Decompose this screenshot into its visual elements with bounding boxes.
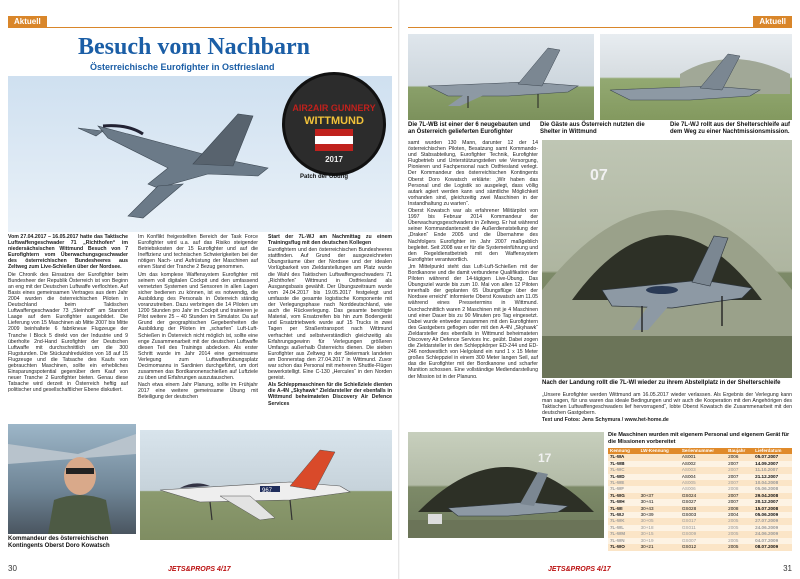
paragraph: „Im Mittelpunkt steht das Luft-Luft-Schießen mit der Bordkanone und die damit verbundene Qualifikation der Piloten während der 14-tägigen Live-Übung. Das Übungsziel wurde bis zum 10. Mai von allen 12 Piloten innerhalb der geplanten 65 Übungsflüge über der Nordsee erreicht“ informierte Oberst Kowatsch am 11.05 während eines Pressetermins in Wittmund. Durchschnittlich waren 2 Maschinen mit je 4 Maschinen und einer Dauer bis zu 90 Minuten pro Tag eingesetzt. Dabei wurde entweder zusammen mit den Eurofightern des Gastgebers geflogen oder mit den A-4N „Skyhawk“ Zieldarsteller des ebenfalls in Wittmund beheimateten Discovery Air Defence Services Inc. geübt. Dabei zogen die Zieldarsteller in den Schleppkörper ED-244 und ED-246 nordwestlich von Helgoland ein rund 1 x 15 Meter großes Schleppziel in einem 300 Meter langen Seil, auf das die Eurofighter mit der Bordkanone und scharfer Munition schossen. Eine vollständige Mediendarstellung der Mission ist in der Planung. <box>408 263 538 378</box>
table-cell: AS005 <box>680 480 726 486</box>
table-cell: 21.12.2007 <box>753 474 792 480</box>
table-cell: 29.04.2008 <box>753 493 792 499</box>
table-cell: 7L-WB <box>608 461 639 467</box>
patch-flag <box>315 129 353 151</box>
table-cell: 2005 <box>726 544 753 550</box>
caption-7l-wi: Nach der Landung rollt die 7L-WI wieder zu ihrem Abstellplatz in der Shelterschleife <box>542 380 781 386</box>
hardened-shelter-image <box>542 140 792 378</box>
table-cell: 7L-WL <box>608 525 639 531</box>
shelter-photo-large <box>542 140 792 378</box>
table-cell: AS001 <box>680 454 726 460</box>
pilot-caption: Kommandeur des österreichischen Kontingents Oberst Doro Kowatsch <box>8 536 110 549</box>
table-cell: 05.06.2009 <box>753 512 792 518</box>
magazine-name-left: JETS&PROPS 4/17 <box>168 566 231 573</box>
table-cell: 14.09.2007 <box>753 461 792 467</box>
paragraph: Nach etwa einem Jahr Planung, sollte im Frühjahr 2017 eine weitere gemeinsame Übung mit Beteiligung der deutschen <box>138 382 258 401</box>
caption-shelter: Die Gäste aus Österreich nutzten die Shelter in Wittmund <box>540 122 645 135</box>
paragraph: Im Konflikt freigestellten Bereich der Task Force Eurofighter wird u.a. auf das Risiko steigender Betriebskosten der 15 Eurofighter und auf die Ineffizienz und technischen Schwierigkeiten bei der nötigen Nach- und Aufrüstung der Maschinen auf einen Stand der Tranche 2 Bezug genommen. <box>138 234 258 271</box>
table-cell: 30+18 <box>639 525 680 531</box>
table-cell: 7L-WH <box>608 499 639 505</box>
right-page <box>400 0 800 579</box>
table-cell: 10.04.2008 <box>753 480 792 486</box>
patch-caption: Patch der Übung <box>300 174 349 180</box>
table-cell: 7L-WD <box>608 474 639 480</box>
table-cell: 2007 <box>726 480 753 486</box>
table-header: Baujahr <box>726 448 753 454</box>
table-cell: AS004 <box>680 474 726 480</box>
photo-7l-wb <box>408 34 594 120</box>
section-tag: Aktuell <box>8 16 47 27</box>
shelter-number-07: 07 <box>590 167 608 184</box>
table-cell: GS003 <box>680 512 726 518</box>
article-title: Besuch vom Nachbarn <box>78 34 311 60</box>
table-cell: 15.07.2008 <box>753 506 792 512</box>
lead-paragraph: Vom 27.04.2017 – 16.05.2017 hatte das Taktische Luftwaffengeschwader 71 „Richthofen“ im niedersächsischen Wittmund Besuch von 7 Eurofightern vom Überwachungsgeschwader des österreichischen Bundesheeres aus Zeltweg zum Live-Schießen über der Nordsee. <box>8 234 128 271</box>
article-subtitle: Österreichische Eurofighter in Ostfriesland <box>90 62 275 72</box>
table-cell: 7L-WO <box>608 544 639 550</box>
table-cell: 24.06.2009 <box>753 525 792 531</box>
text-column-3 <box>268 234 392 430</box>
patch-text-line1: AIR2AIR GUNNERY <box>292 103 376 113</box>
author-credit: Text und Fotos: Jens Schymura / www.het-home.de <box>542 417 669 424</box>
table-cell: 30+21 <box>639 544 680 550</box>
table-header: Kennung <box>608 448 639 454</box>
table-cell: 7L-WM <box>608 531 639 537</box>
pilot-image <box>8 424 136 534</box>
table-cell: GS027 <box>680 499 726 505</box>
photo-caption: Start der 7L-WJ am Nachmittag zu einem Trainingsflug mit den deutschen Kollegen <box>268 234 392 247</box>
table-cell: 27.07.2009 <box>753 518 792 524</box>
table-cell: 08.07.2009 <box>753 544 792 550</box>
table-cell: 2007 <box>726 474 753 480</box>
table-cell: 2006 <box>726 454 753 460</box>
table-cell: 2004 <box>726 512 753 518</box>
table-cell: 2008 <box>726 486 753 492</box>
table-cell: 2005 <box>726 531 753 537</box>
paragraph: Um das komplexe Waffensystem Eurofighter mit seinem voll digitalen Cockpit und den umfassend vernetzten Systemen und Sensoren in allen Lagen sicher bedienen zu können, ist es notwendig, die Ausbildung des Personals in Österreich ständig voranzutreiben. Dazu verbringen die 14 Piloten um 1200 Stunden pro Jahr im Cockpit und trainieren je Pilot weitere 25 – 40 Stunden im Simulator. Da auf Grund der geographischen Gegebenheiten die Ausbildung der Piloten im „scharfen“ Luft-Luft-Schießen in Österreich nicht möglich ist, sollte eine enge Zusammenarbeit mit der deutschen Luftwaffe diesen Teil des Trainings abdecken. Als erster Schritt wurde im Jahr 2014 eine gemeinsame Verlegung zum Luftwaffenübungsplatz Decimomannu in Sardinien durchgeführt, um dort zusammen das Bordkanonenschießen auf Luftziele zu üben und Erfahrungen auszutauschen. <box>138 271 258 382</box>
skyhawk-tail-number: 967 <box>262 488 273 494</box>
caption-7l-wb: Die 7L-WB ist einer der 6 neugebauten und an Österreich gelieferten Eurofighter <box>408 122 531 135</box>
shelter-number-17: 17 <box>538 451 552 465</box>
photo-caption: Als Schleppmaschinen für die Schießziele dienten die A-4N „Skyhawk“ Zieldarsteller der ebenfalls in Wittmund beheimateten Discovery Air Defence Services <box>268 382 392 407</box>
table-cell: 30+05 <box>639 518 680 524</box>
aircraft-table <box>608 448 792 551</box>
table-cell: 7L-WF <box>608 486 639 492</box>
table-cell: 30+39 <box>639 512 680 518</box>
patch-year: 2017 <box>325 155 343 164</box>
table-body <box>608 454 792 550</box>
page-number-left: 30 <box>8 564 17 573</box>
table-cell: 7L-WA <box>608 454 639 460</box>
eurofighter-in-shelter-image <box>408 432 604 538</box>
top-rule <box>408 27 792 28</box>
table-cell: 7L-WE <box>608 480 639 486</box>
skyhawk-image <box>140 430 392 540</box>
table-cell: 20.12.2007 <box>753 499 792 505</box>
table-cell: 2007 <box>726 461 753 467</box>
skyhawk-photo <box>140 430 392 540</box>
paragraph: samt wurden 130 Mann, darunter 12 der 14 österreichischen Piloten, Besatzung samt Kommando- und Stabsabteilung, Eurofighter Technik, Eurofighter Flugbetrieb und Unterstützungsteilen wie Versorgung, Pionieren und Fachpersonal nach Ostfriesland verlegt. Der Kommandeur des österreichischen Kontingents Oberst Doro Kowatsch erklärte: „Wir haben das Personal und die Logistik so ausgelegt, dass völlig autark agiert werden kann und sämtliche Möglichkeit vorhanden sind, gleichzeitig zwei Maschinen in der Instandhaltung zu warten“. <box>408 140 538 207</box>
top-rule <box>8 27 392 28</box>
table-cell: 7L-WI <box>608 506 639 512</box>
eurofighter-ground-image <box>408 34 594 120</box>
table-cell: GS011 <box>680 525 726 531</box>
table-cell: GS017 <box>680 518 726 524</box>
table-cell: 7L-WK <box>608 518 639 524</box>
table-cell: GS009 <box>680 531 726 537</box>
table-cell: 11.10.2007 <box>753 467 792 473</box>
photo-shelter-top <box>600 34 792 120</box>
table-cell: GS007 <box>680 538 726 544</box>
patch-text-line2: WITTMUND <box>304 115 364 127</box>
table-cell: 30+15 <box>639 531 680 537</box>
table-cell: AS003 <box>680 467 726 473</box>
table-cell: GS028 <box>680 506 726 512</box>
table-cell: 2007 <box>726 499 753 505</box>
paragraph: Eurofightern und den österreichischen Bundesheeres stattfinden. Auf Grund der ausgezeichneten Übungsräume über der Nordsee und der idealen Vorlügbarkeit von Zieldarstellungen am Platz wurde die Wahl des Taktischen Luftwaffengeschwaders 71 „Richthofen“ Wittmund in Ostfriesland als Ausgangsbasis gewählt. Der Übungszeitraum wurde vom 24.04.2017 bis 19.05.2017 festgelegt und umfasste die gesamte logistische Komponente mit der Verlegungsphase nach Norddeutschland, wie auch die Rückverlegung. Das gesamte benötigte Material, vom Ersatzreifen bis hin zum Bodengerät und Ersatztriebwerk wurde auf 15 Trucks in zwei Tagen per Straßentransport nach Wittmund verfrachtet und selbstverständlich gleichzeitig als Erfahrungsgewinn für Verlegungen größeren Umfangs außerhalb Österreichs dienen. Die sieben Eurofighter aus Zeltweg in der Steiermark landeten am Donnerstag den 27.04.2017 in Wittmund. Zuvor war schon das Personal mit mehreren Shuttle-Flügen bewerkstelligt. Eine C-130 „Hercules“ in den Norden gereist. <box>268 247 392 382</box>
table-cell: GS012 <box>680 544 726 550</box>
table-cell: 2007 <box>726 493 753 499</box>
eurofighter-shelter-image <box>600 34 792 120</box>
table-cell: 30+43 <box>639 506 680 512</box>
page-number-right: 31 <box>783 564 792 573</box>
paragraph: Die Chronik des Einsatzes der Eurofighter beim Bundesheer der Republik Österreich ist von Beginn an eng mit der Deutschen Luftwaffe verflochten. Auf Basis eines gemeinsamen Vertrages aus dem Jahr 2004 wurden die österreichischen Piloten in Deutschland beim Taktischen Luftwaffengeschwader 73 „Steinhoff“ am Standort Laage auf dem Eurofighter ausgebildet. Die Lieferung von 15 Maschinen ab Mitte 2007 bis Mitte 2009 beinhaltete 6 fabrikneue Flugzeuge der Tranche I Block 5 direkt von der Industrie und 9 überholte 2nd-Hand Eurofighter der Deutschen Luftwaffe mit durchschnittlich um die 300 Flugstunden. Die Stückzahlreduktion von 18 auf 15 Flugzeuge und die Tatsache des Kaufs von gebrauchten Maschinen, sollte ein erhebliches Einsparungspotential gegenüber dem Kauf von neuer Tranche 2 Eurofighter bieten. Genau diese Tatsache wird derzeit in Österreich heftig auf politischer und gesellschaftlicher Ebene diskutiert. <box>8 271 128 394</box>
table-cell: 7L-WG <box>608 493 639 499</box>
text-column-a <box>408 140 538 378</box>
section-tag: Aktuell <box>753 16 792 27</box>
table-cell: 2008 <box>726 506 753 512</box>
table-header: LW-Kennung <box>639 448 680 454</box>
table-cell: 2005 <box>726 538 753 544</box>
table-cell: AS002 <box>680 461 726 467</box>
caption-7l-wj: Die 7L-WJ rollt aus der Shelterschleife auf dem Weg zu einer Nachtmissionsmission. <box>670 122 791 135</box>
table-cell: 05.07.2007 <box>753 454 792 460</box>
magazine-name-right: JETS&PROPS 4/17 <box>548 566 611 573</box>
shelter-photo-bottom <box>408 432 604 538</box>
table-cell: GS024 <box>680 493 726 499</box>
table-header: Lieferdatum <box>753 448 792 454</box>
text-column-b <box>542 392 792 432</box>
exercise-patch <box>282 72 386 176</box>
pilot-photo <box>8 424 136 534</box>
table-row <box>608 544 792 550</box>
text-column-2 <box>138 234 258 430</box>
table-cell: 30+37 <box>639 493 680 499</box>
table-caption: Die Maschinen wurden mit eigenem Personal und eigenem Gerät für die Missionen vorbereitet <box>608 432 790 445</box>
table-cell: 7L-WN <box>608 538 639 544</box>
table-cell: AS006 <box>680 486 726 492</box>
table-header: Seriennummer <box>680 448 726 454</box>
text-column-1 <box>8 234 128 424</box>
table-cell: 7L-WC <box>608 467 639 473</box>
table-cell: 04.07.2009 <box>753 538 792 544</box>
table-cell: 05.06.2008 <box>753 486 792 492</box>
table-cell: 24.06.2009 <box>753 531 792 537</box>
table-cell: 2007 <box>726 467 753 473</box>
table-cell: 2005 <box>726 525 753 531</box>
table-cell: 7L-WJ <box>608 512 639 518</box>
table-cell: 2005 <box>726 518 753 524</box>
table-cell: 30+41 <box>639 499 680 505</box>
table-cell: 30+19 <box>639 538 680 544</box>
paragraph: „Unsere Eurofighter werden Wittmund am 16.05.2017 wieder verlassen. Als Ergebnis der Verlegung kann man sagen, für uns waren das ideale Bedingungen und wir auch die Kooperation mit den Angehörigen des Taktischen Luftwaffengeschwaders lief hervorragend“, lobte Oberst Kowatsch die Zusammenarbeit mit den deutschen Gastgebern. <box>542 392 792 417</box>
paragraph: Oberst Kowatsch war als erfahrener Militärpilot von 1997 bis Februar 2014 Kommandeur der Überwachungsgeschwaders in Zeltweg. Er hat während seiner Kommandantenzeit die Außerdienststellung der „Draken“ Ende 2005 und die Übernahme des Nachfolgers Eurofighter im Jahr 2007 maßgeblich begleitet. Seit 2008 war er für die Systemeinführung und den Regeldienstbetrieb mit den Waffensystem Eurofighter verantwortlich. <box>408 208 538 263</box>
